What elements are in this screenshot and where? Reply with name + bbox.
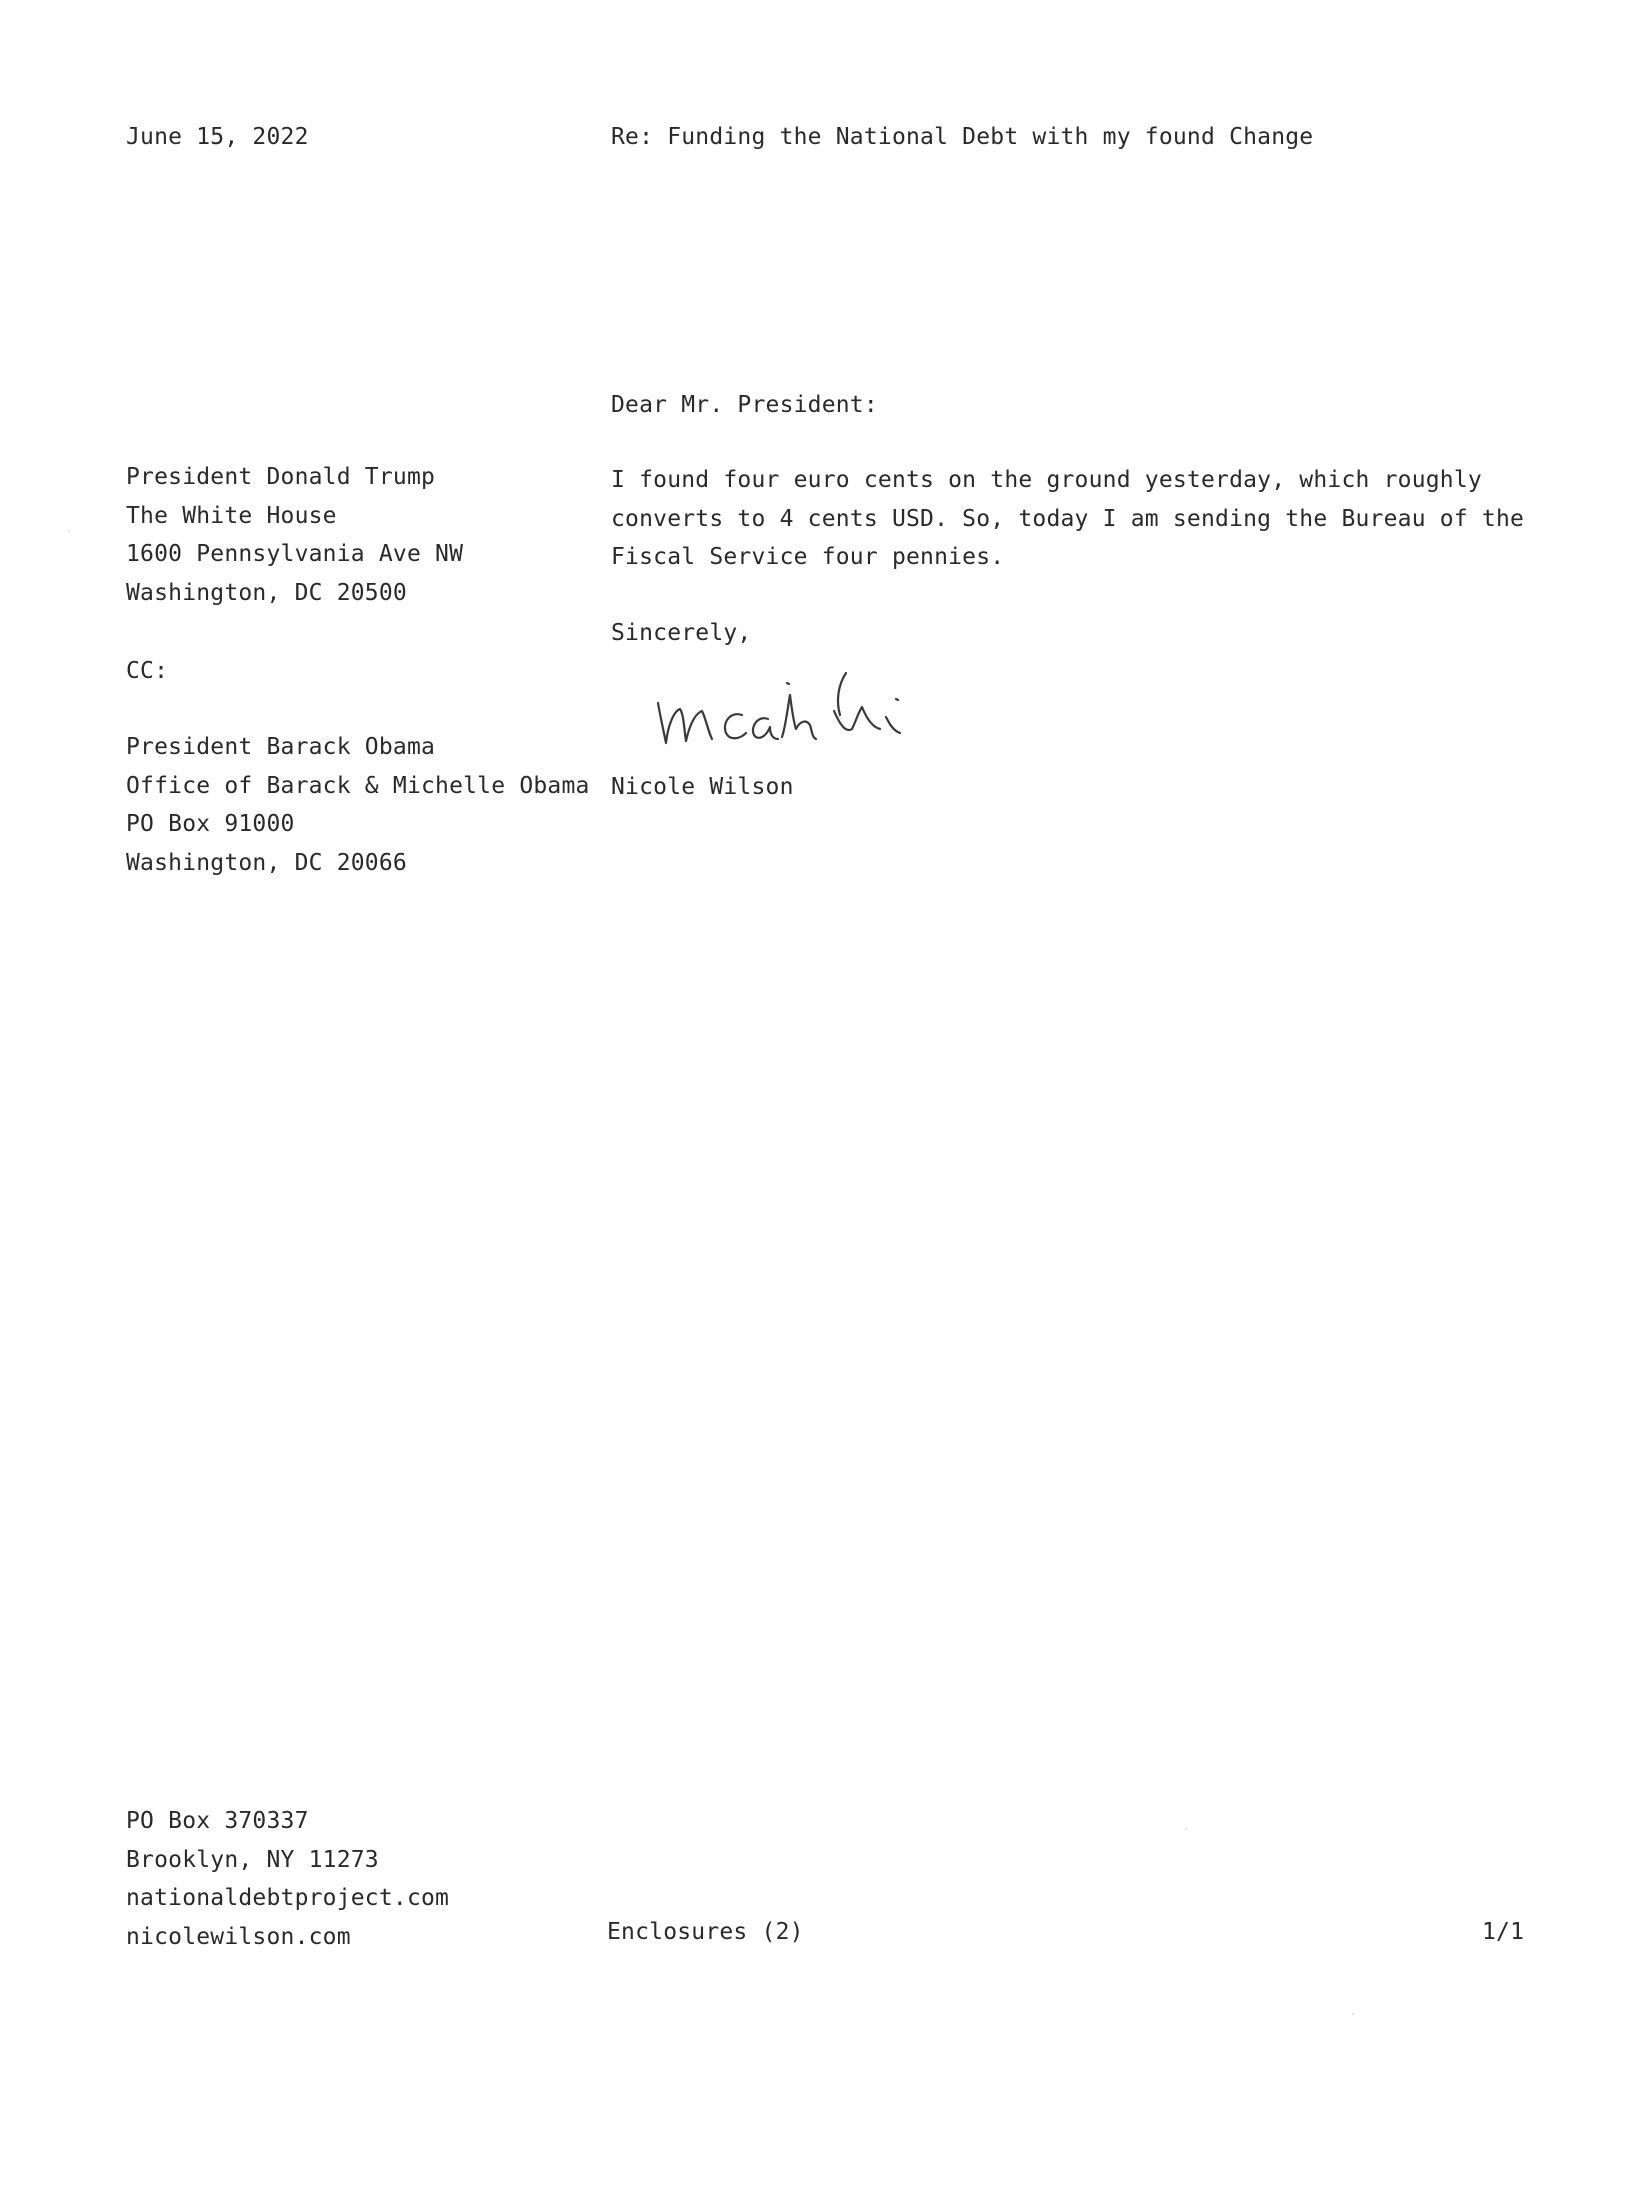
sender-line: nationaldebtproject.com bbox=[126, 1885, 450, 1911]
cc-line: Office of Barack & Michelle Obama bbox=[126, 772, 590, 799]
letter-subject: Re: Funding the National Debt with my found Change bbox=[611, 124, 1314, 150]
sender-line: Brooklyn, NY 11273 bbox=[126, 1846, 379, 1873]
sender-line: nicolewilson.com bbox=[126, 1923, 351, 1950]
scan-speck bbox=[68, 530, 70, 532]
signer-name: Nicole Wilson bbox=[611, 774, 794, 800]
page-number: 1/1 bbox=[1482, 1919, 1525, 1945]
cc-line: President Barack Obama bbox=[126, 734, 436, 760]
cc-address bbox=[126, 728, 590, 882]
recipient-line: Washington, DC 20500 bbox=[126, 579, 407, 606]
handwritten-signature bbox=[650, 655, 980, 765]
body-line: I found four euro cents on the ground yesterday, which roughly bbox=[611, 467, 1482, 493]
recipient-line: The White House bbox=[126, 502, 337, 529]
scan-speck bbox=[1185, 1828, 1187, 1830]
recipient-line: President Donald Trump bbox=[126, 464, 436, 490]
cc-line: PO Box 91000 bbox=[126, 811, 295, 837]
sender-line: PO Box 370337 bbox=[126, 1808, 309, 1834]
cc-label: CC: bbox=[126, 658, 169, 684]
recipient-address bbox=[126, 458, 463, 612]
cc-line: Washington, DC 20066 bbox=[126, 849, 407, 876]
body-line: converts to 4 cents USD. So, today I am sending the Bureau of the bbox=[611, 505, 1525, 532]
recipient-line: 1600 Pennsylvania Ave NW bbox=[126, 541, 464, 567]
salutation: Dear Mr. President: bbox=[611, 392, 878, 418]
closing: Sincerely, bbox=[611, 620, 752, 646]
enclosures-note: Enclosures (2) bbox=[607, 1919, 804, 1945]
sender-address bbox=[126, 1802, 449, 1956]
letter-date: June 15, 2022 bbox=[126, 124, 309, 150]
scan-speck bbox=[1352, 2013, 1354, 2015]
letter-body bbox=[611, 461, 1524, 577]
body-line: Fiscal Service four pennies. bbox=[611, 544, 1005, 570]
